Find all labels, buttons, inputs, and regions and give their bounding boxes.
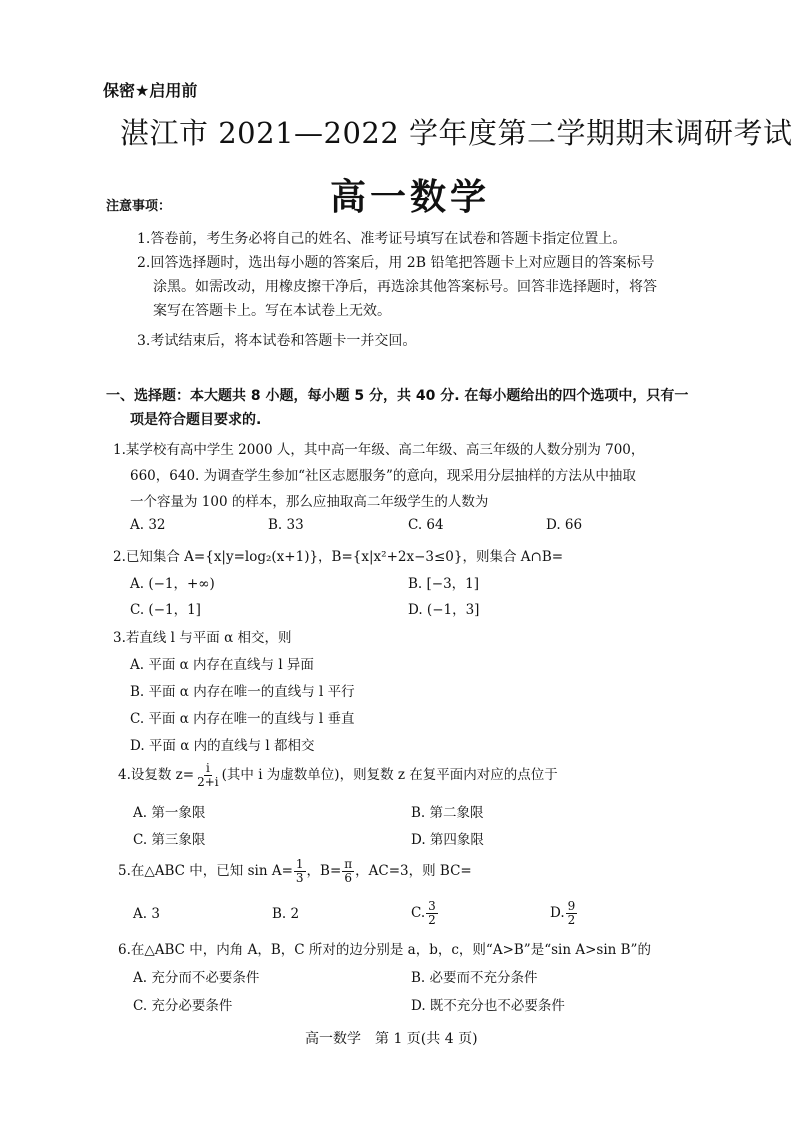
q4-fraction-denominator: 2+i	[197, 775, 219, 789]
q4-fraction-numerator: i	[205, 761, 210, 775]
q5-stem	[118, 856, 472, 886]
q5-option-d-fraction	[566, 900, 578, 927]
q5-fraction-B-numerator: π	[344, 857, 353, 871]
q5-option-d-denominator: 2	[567, 913, 576, 927]
q5-option-c-numerator: 3	[428, 899, 436, 913]
q1-stem-line2: 660，640. 为调查学生参加“社区志愿服务”的意向，现采用分层抽样的方法从中抽取	[130, 468, 636, 484]
q6-option-c: C. 充分必要条件	[133, 998, 233, 1014]
subject-title: 高一数学	[330, 177, 491, 218]
q5-fraction-sinA	[294, 858, 306, 885]
q2-option-b: B. [−3，1]	[408, 576, 480, 592]
q5-fraction-B	[342, 858, 354, 885]
q4-option-a: A. 第一象限	[133, 805, 206, 821]
q5-option-c	[411, 898, 439, 928]
q4-fraction	[195, 762, 221, 789]
q6-option-a: A. 充分而不必要条件	[133, 970, 260, 986]
notice-item-1: 1.答卷前，考生务必将自己的姓名、准考证号填写在试卷和答题卡指定位置上。	[137, 231, 627, 247]
q1-option-d: D. 66	[546, 517, 583, 533]
section-heading-line1: 一、选择题：本大题共 8 小题，每小题 5 分，共 40 分. 在每小题给出的四个选项中，只有一	[106, 388, 689, 404]
q1-option-b: B. 33	[268, 517, 304, 533]
q3-option-d: D. 平面 α 内的直线与 l 都相交	[130, 738, 315, 754]
q5-option-d	[550, 898, 578, 928]
q3-stem: 3.若直线 l 与平面 α 相交，则	[113, 630, 292, 646]
q5-stem-suffix: ，AC=3，则 BC=	[355, 863, 472, 879]
q6-stem: 6.在△ABC 中，内角 A，B，C 所对的边分别是 a，b，c，则“A>B”是“sin A>sin B”的	[118, 942, 651, 958]
q3-option-a: A. 平面 α 内存在直线与 l 异面	[130, 657, 314, 673]
q5-option-a: A. 3	[133, 906, 160, 922]
q3-option-b: B. 平面 α 内存在唯一的直线与 l 平行	[130, 684, 355, 700]
confidential-label: 保密★启用前	[103, 81, 198, 100]
q5-option-d-label: D.	[550, 905, 565, 921]
q5-option-d-numerator: 9	[567, 899, 576, 913]
q1-option-c: C. 64	[408, 517, 444, 533]
notice-item-3: 3.考试结束后，将本试卷和答题卡一并交回。	[137, 333, 417, 349]
notice-item-2-line3: 案写在答题卡上。写在本试卷上无效。	[153, 303, 391, 319]
page-footer: 高一数学 第 1 页(共 4 页)	[305, 1031, 478, 1047]
q5-option-c-fraction	[426, 900, 438, 927]
q6-option-d: D. 既不充分也不必要条件	[411, 998, 565, 1014]
q5-option-c-denominator: 2	[428, 913, 436, 927]
q4-option-d: D. 第四象限	[411, 832, 484, 848]
q5-fraction-B-denominator: 6	[344, 871, 353, 885]
q5-fraction-sinA-numerator: 1	[295, 857, 304, 871]
q4-option-c: C. 第三象限	[133, 832, 206, 848]
section-heading-line2: 项是符合题目要求的.	[130, 412, 262, 428]
q1-stem-line3: 一个容量为 100 的样本，那么应抽取高二年级学生的人数为	[130, 494, 489, 510]
q5-stem-prefix: 5.在△ABC 中，已知 sin A=	[118, 863, 293, 879]
q2-stem: 2.已知集合 A={x|y=log₂(x+1)}，B={x|x²+2x−3≤0}，则集合 A∩B=	[113, 549, 564, 565]
q5-option-c-label: C.	[411, 905, 426, 921]
q5-fraction-sinA-denominator: 3	[295, 871, 304, 885]
q3-option-c: C. 平面 α 内存在唯一的直线与 l 垂直	[130, 711, 355, 727]
exam-title: 湛江市 2021—2022 学年度第二学期期末调研考试	[120, 116, 793, 150]
notice-item-2-line2: 涂黑。如需改动，用橡皮擦干净后，再选涂其他答案标号。回答非选择题时，将答	[153, 279, 657, 295]
notice-heading: 注意事项：	[106, 199, 172, 214]
q2-option-a: A. (−1，+∞)	[130, 576, 215, 592]
q6-option-b: B. 必要而不充分条件	[411, 970, 538, 986]
q2-option-d: D. (−1，3]	[408, 602, 480, 618]
q4-stem-prefix: 4.设复数 z=	[118, 767, 195, 783]
notice-item-2-line1: 2.回答选择题时，选出每小题的答案后，用 2B 铅笔把答题卡上对应题目的答案标号	[137, 255, 655, 271]
q4-stem	[118, 760, 558, 790]
q1-stem-line1: 1.某学校有高中学生 2000 人，其中高一年级、高二年级、高三年级的人数分别为 700，	[113, 442, 645, 458]
q4-option-b: B. 第二象限	[411, 805, 484, 821]
q2-option-c: C. (−1，1]	[130, 602, 201, 618]
q1-option-a: A. 32	[130, 517, 166, 533]
q5-stem-middle: ，B=	[306, 863, 342, 879]
q5-option-b: B. 2	[272, 906, 300, 922]
q4-stem-suffix: (其中 i 为虚数单位)，则复数 z 在复平面内对应的点位于	[221, 767, 558, 783]
